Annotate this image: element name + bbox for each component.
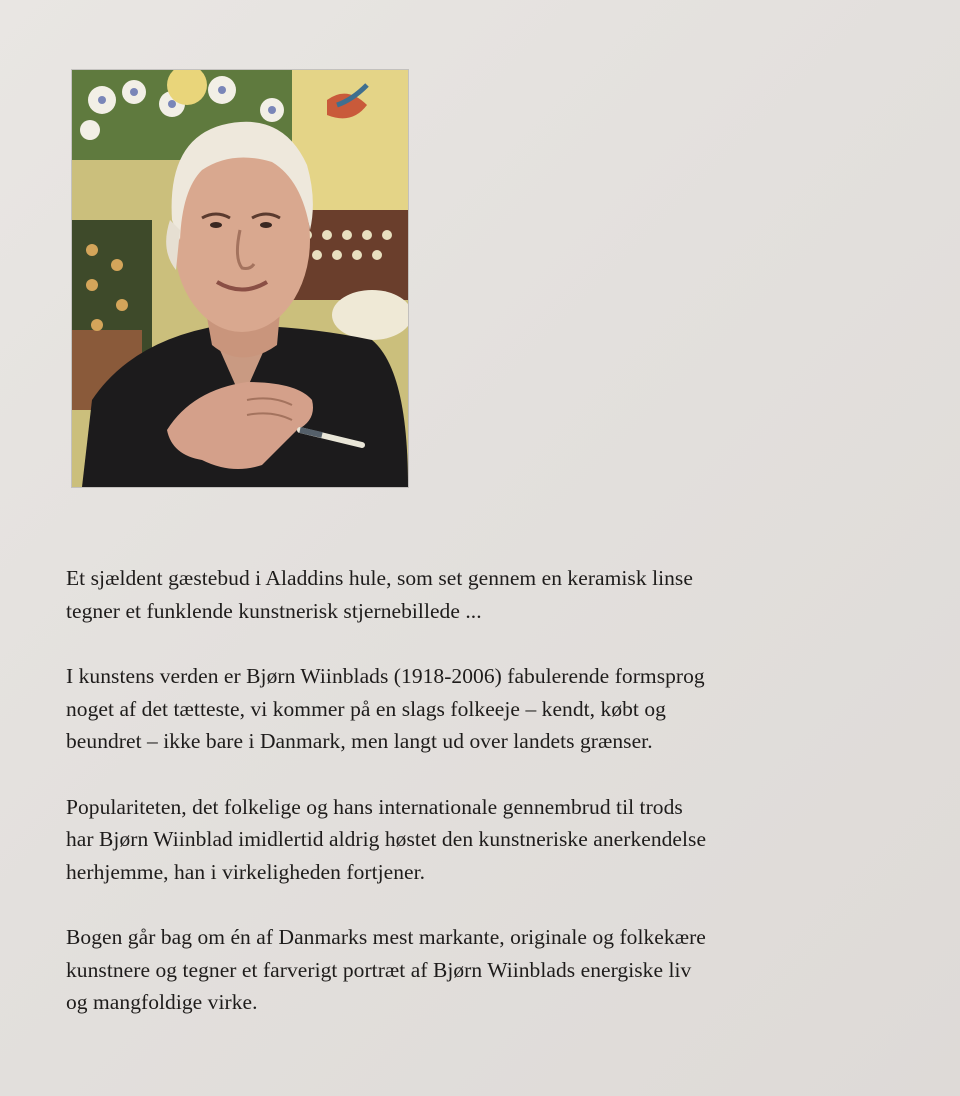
blurb-line: Bogen går bag om én af Danmarks mest markante, originale og folkekære <box>66 925 706 949</box>
back-cover-blurb <box>66 562 906 1052</box>
blurb-line: tegner et funklende kunstnerisk stjernebillede ... <box>66 598 482 623</box>
blurb-line: beundret – ikke bare i Danmark, men langt ud over landets grænser. <box>66 729 653 753</box>
blurb-line: Populariteten, det folkelige og hans internationale gennembrud til trods <box>66 794 683 819</box>
blurb-paragraph-1 <box>66 562 906 627</box>
blurb-line: Et sjældent gæstebud i Aladdins hule, som set gennem en keramisk linse <box>66 566 693 590</box>
blurb-line: noget af det tætteste, vi kommer på en slags folkeeje – kendt, købt og <box>66 696 666 721</box>
blurb-line: kunstnere og tegner et farverigt portræt af Bjørn Wiinblads energiske liv <box>66 957 692 982</box>
blurb-paragraph-4 <box>66 921 906 1019</box>
blurb-line: og mangfoldige virke. <box>66 990 258 1014</box>
portrait-photo-icon <box>72 70 408 487</box>
blurb-line: herhjemme, han i virkeligheden fortjener. <box>66 859 426 884</box>
blurb-paragraph-2 <box>66 660 906 758</box>
blurb-paragraph-3 <box>66 791 906 889</box>
blurb-line: har Bjørn Wiinblad imidlertid aldrig høstet den kunstneriske anerkendelse <box>66 827 707 851</box>
blurb-line: I kunstens verden er Bjørn Wiinblads (1918-2006) fabulerende formsprog <box>66 664 705 688</box>
author-portrait-photo <box>72 70 408 487</box>
